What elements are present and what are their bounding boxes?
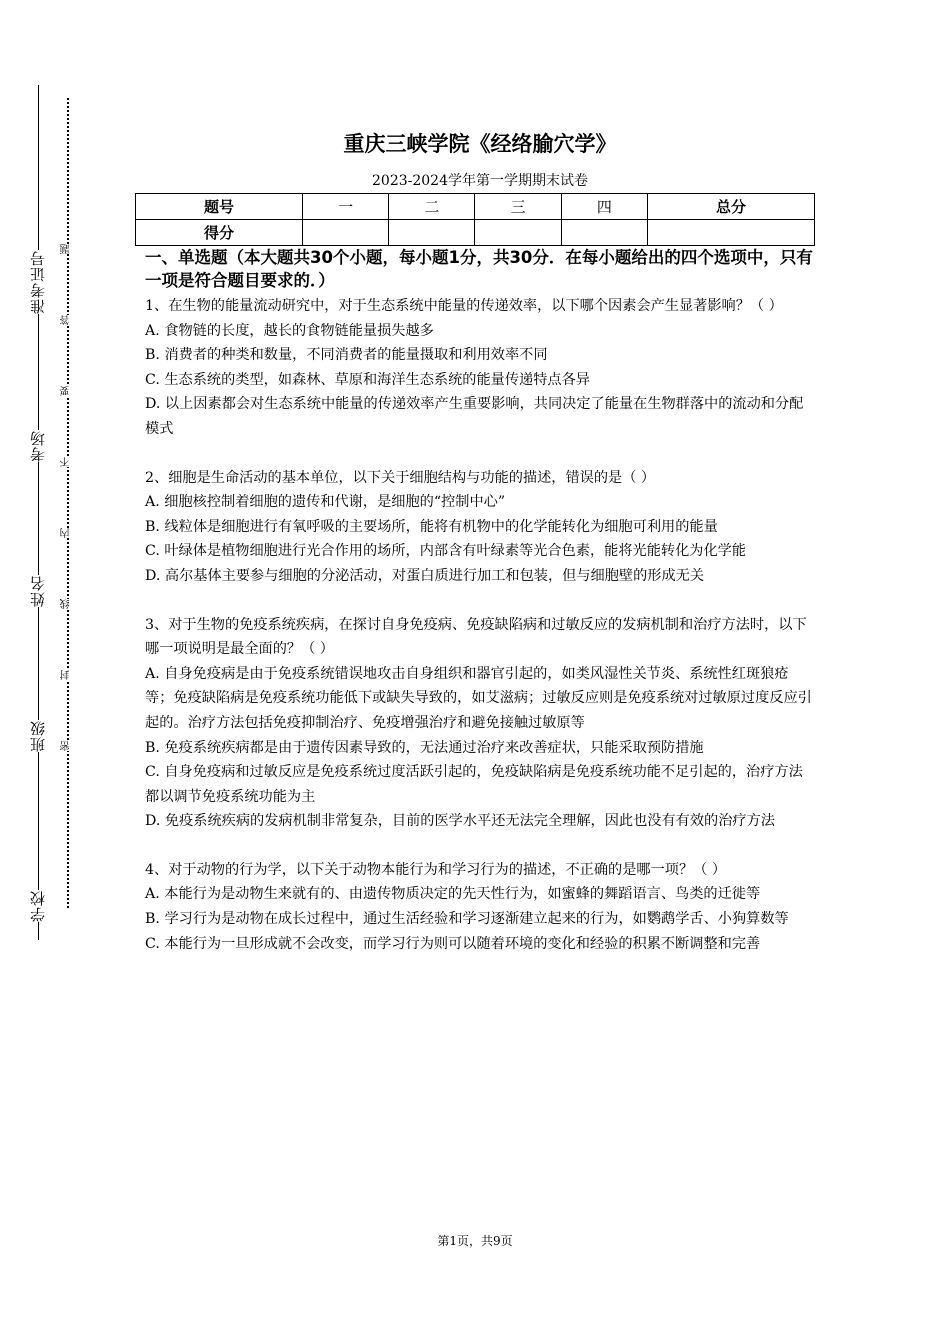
question-stem: 1、在生物的能量流动研究中，对于生态系统中能量的传递效率，以下哪个因素会产生显著影响？（ ） — [145, 298, 783, 314]
seal-line — [67, 98, 69, 908]
score-cell — [389, 220, 475, 246]
seal-char: 封 — [61, 670, 72, 680]
question — [145, 613, 813, 834]
score-table-header-row — [136, 194, 815, 220]
margin-field-exam-id: 准考证号 — [29, 250, 47, 314]
question-option: C. 自身免疫病和过敏反应是免疫系统过度活跃引起的，免疫缺陷病是免疫系统功能不足引起的，治疗方法都以调节免疫系统功能为主 — [145, 764, 803, 805]
question-stem: 4、对于动物的行为学，以下关于动物本能行为和学习行为的描述，不正确的是哪一项？（ ） — [145, 861, 727, 878]
question-option: C. 本能行为一旦形成就不会改变，而学习行为则可以随着环境的变化和经验的积累不断调整和完善 — [145, 935, 761, 952]
score-table-score-row — [136, 220, 815, 246]
exam-title: 重庆三峡学院《经络腧穴学》 — [343, 132, 617, 156]
question-option: A. 细胞核控制着细胞的遗传和代谢，是细胞的“控制中心” — [145, 494, 506, 511]
question-option: D. 免疫系统疾病的发病机制非常复杂，目前的医学水平还无法完全理解，因此也没有有效的治疗方法 — [145, 813, 775, 830]
question-option: A. 食物链的长度，越长的食物链能量损失越多 — [145, 322, 434, 339]
score-cell — [647, 220, 814, 246]
margin-field-school: 学校 — [29, 890, 47, 922]
binding-line — [38, 85, 39, 940]
seal-char: 不 — [61, 457, 72, 467]
seal-char: 题 — [61, 244, 72, 254]
seal-char: 线 — [61, 599, 72, 609]
exam-subtitle: 2023-2024学年第一学期期末试卷 — [372, 173, 588, 189]
question-list — [145, 294, 813, 980]
score-header-cell: 三 — [475, 194, 561, 220]
score-cell — [561, 220, 647, 246]
question-option: B. 线粒体是细胞进行有氧呼吸的主要场所，能将有机物中的化学能转化为细胞可利用的能量 — [145, 518, 718, 535]
question-option: D. 高尔基体主要参与细胞的分泌活动，对蛋白质进行加工和包装，但与细胞壁的形成无关 — [145, 567, 705, 584]
score-header-cell: 二 — [389, 194, 475, 220]
question — [145, 466, 813, 589]
score-table — [135, 193, 815, 246]
question-option: B. 免疫系统疾病都是由于遗传因素导致的，无法通过治疗来改善症状，只能采取预防措施 — [145, 739, 704, 756]
seal-char: 要 — [61, 386, 72, 396]
score-header-cell: 题号 — [136, 194, 303, 220]
score-cell — [475, 220, 561, 246]
score-header-cell: 一 — [303, 194, 389, 220]
score-header-cell: 总分 — [647, 194, 814, 220]
question-option: B. 消费者的种类和数量，不同消费者的能量摄取和利用效率不同 — [145, 347, 548, 364]
question — [145, 294, 813, 442]
question-option: A. 自身免疫病是由于免疫系统错误地攻击自身组织和器官引起的，如类风湿性关节炎、系统性红斑狼疮等；免疫缺陷病是免疫系统功能低下或缺失导致的，如艾滋病；过敏反应则是免疫系统对过敏原过度反应引起的。治疗方法包括免疫抑制治疗、免疫增强治疗和避免接触过敏原等 — [145, 665, 812, 731]
question-option: D. 以上因素都会对生态系统中能量的传递效率产生重要影响，共同决定了能量在生物群落中的流动和分配模式 — [145, 396, 804, 437]
question-stem: 2、细胞是生命活动的基本单位，以下关于细胞结构与功能的描述，错误的是（ ） — [145, 469, 656, 486]
score-cell — [303, 220, 389, 246]
margin-field-name: 姓名 — [29, 575, 47, 607]
page-number: 第1页，共9页 — [437, 1234, 513, 1248]
question-option: B. 学习行为是动物在成长过程中，通过生活经验和学习逐渐建立起来的行为，如鹦鹉学舌、小狗算数等 — [145, 911, 789, 928]
score-header-cell: 四 — [561, 194, 647, 220]
question-option: C. 生态系统的类型，如森林、草原和海洋生态系统的能量传递特点各异 — [145, 371, 590, 388]
seal-char: 答 — [61, 315, 72, 325]
question-option: C. 叶绿体是植物细胞进行光合作用的场所，内部含有叶绿素等光合色素，能将光能转化为化学能 — [145, 543, 747, 560]
score-row-label: 得分 — [136, 220, 303, 246]
margin-field-class: 班级 — [29, 720, 47, 752]
question-stem: 3、对于生物的免疫系统疾病，在探讨自身免疫病、免疫缺陷病和过敏反应的发病机制和治疗方法时，以下哪一项说明是最全面的？（ ） — [145, 616, 807, 658]
seal-char: 密 — [61, 741, 72, 751]
question-option: A. 本能行为是动物生来就有的、由遗传物质决定的先天性行为，如蜜蜂的舞蹈语言、鸟类的迁徙等 — [145, 886, 761, 903]
question — [145, 858, 813, 956]
seal-char: 内 — [61, 528, 72, 538]
margin-field-exam-room: 考场 — [29, 430, 47, 462]
section-heading: 一、单选题（本大题共30个小题，每小题1分，共30分．在每小题给出的四个选项中，只有一项是符合题目要求的．） — [145, 248, 813, 290]
